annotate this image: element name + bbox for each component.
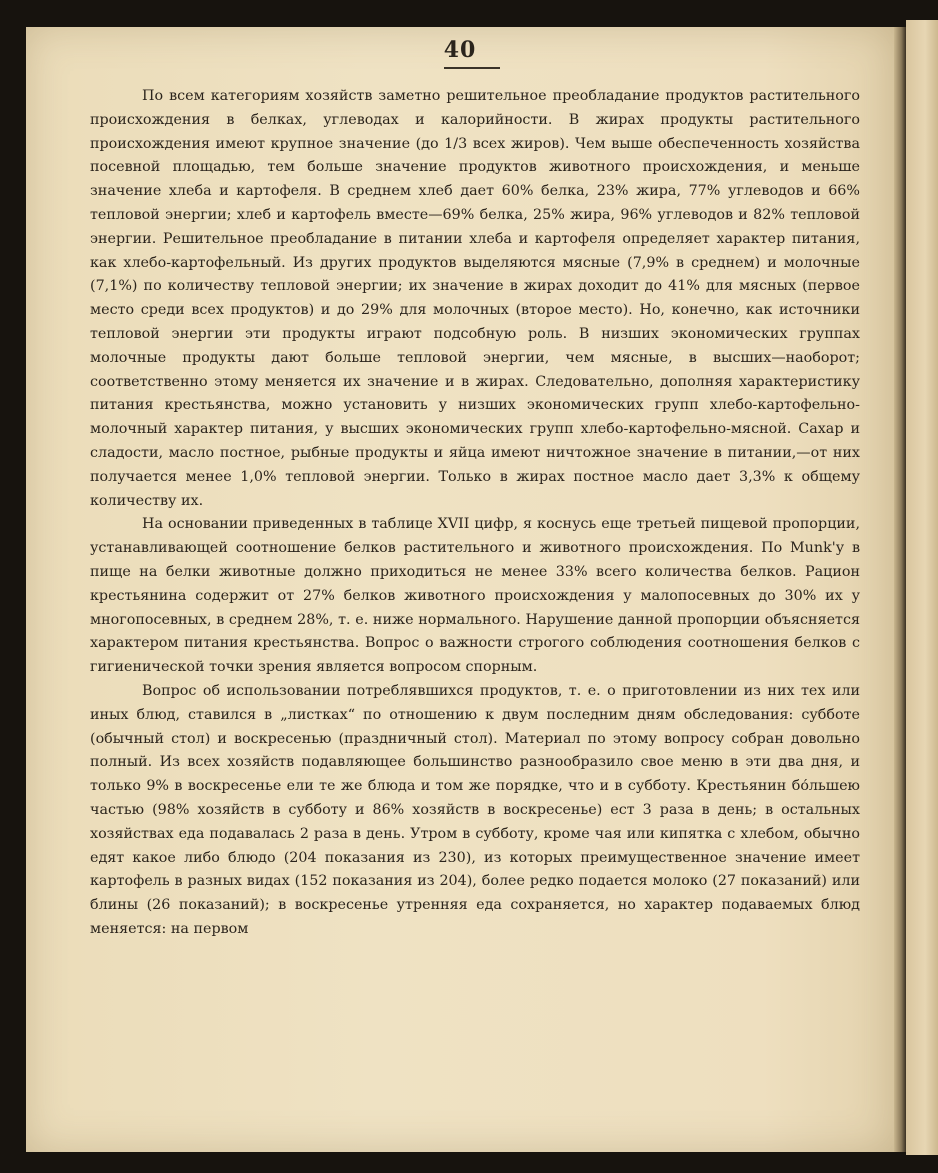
book-page <box>26 27 894 1152</box>
page-body <box>90 85 860 942</box>
book-gutter <box>894 27 906 1152</box>
paragraph-2: На основании приведенных в таблице XVII цифр, я коснусь еще третьей пищевой пропорции, устанавливающей соотношение белков растительного и животного происхождения. По Munk'у в пище на белки животные должно приходиться не менее 33% всего количества белков. Рацион крестьянина содержит от 27% белков животного происхождения у малопосевных до 30% их у многопосевных, в среднем 28%, т. е. ниже нормального. Нарушение данной пропорции объясняется характером питания крестьянства. Вопрос о важности строгого соблюдения соотношения белков с гигиенической точки зрения является вопросом спорным. <box>90 516 860 676</box>
page-number: 40 <box>443 37 477 63</box>
adjacent-page-edge <box>906 20 938 1155</box>
page-number-underline <box>444 67 500 69</box>
paragraph-1: По всем категориям хозяйств заметно решительное преобладание продуктов растительного происхождения в белках, углеводах и калорийности. В жирах продукты растительного происхождения имеют крупное значение (до 1/3 всех жиров). Чем выше обеспеченность хозяйства посевной площадью, тем больше значение продуктов животного происхождения, и меньше значение хлеба и картофеля. В среднем хлеб дает 60% белка, 23% жира, 77% углеводов и 66% тепловой энергии; хлеб и картофель вместе—69% белка, 25% жира, 96% углеводов и 82% тепловой энергии. Решительное преобладание в питании хлеба и картофеля определяет характер питания, как хлебо-картофельный. Из других продуктов выделяются мясные (7,9% в среднем) и молочные (7,1%) по количеству тепловой энергии; их значение в жирах доходит до 41% для мясных (первое место среди всех продуктов) и до 29% для молочных (второе место). Но, конечно, как источники тепловой энергии эти продукты играют подсобную роль. В низших экономических группах молочные продукты дают больше тепловой энергии, чем мясные, в высших—наоборот; соответственно этому меняется их значение и в жирах. Следовательно, дополняя характеристику питания крестьянства, можно установить у низших экономических групп хлебо-картофельно-молочный характер питания, у высших экономических групп хлебо-картофельно-мясной. Сахар и сладости, масло постное, рыбные продукты и яйца имеют ничтожное значение в питании,—от них получается менее 1,0% тепловой энергии. Только в жирах постное масло дает 3,3% к общему количеству их. <box>90 88 860 509</box>
paragraph-3: Вопрос об использовании потреблявшихся продуктов, т. е. о приготовлении из них тех или иных блюд, ставился в „листках“ по отношению к двум последним дням обследования: субботе (обычный стол) и воскресенью (праздничный стол). Материал по этому вопросу собран довольно полный. Из всех хозяйств подавляющее большинство разнообразило свое меню в эти два дня, и только 9% в воскресенье ели те же блюда и том же порядке, что и в субботу. Крестьянин бо́льшею частью (98% хозяйств в субботу и 86% хозяйств в воскресенье) ест 3 раза в день; в остальных хозяйствах еда подавалась 2 раза в день. Утром в субботу, кроме чая или кипятка с хлебом, обычно едят какое либо блюдо (204 показания из 230), из которых преимущественное значение имеет картофель в разных видах (152 показания из 204), более редко подается молоко (27 показаний) или блины (26 показаний); в воскресенье утренняя еда сохраняется, но характер подаваемых блюд меняется: на первом <box>90 682 860 937</box>
